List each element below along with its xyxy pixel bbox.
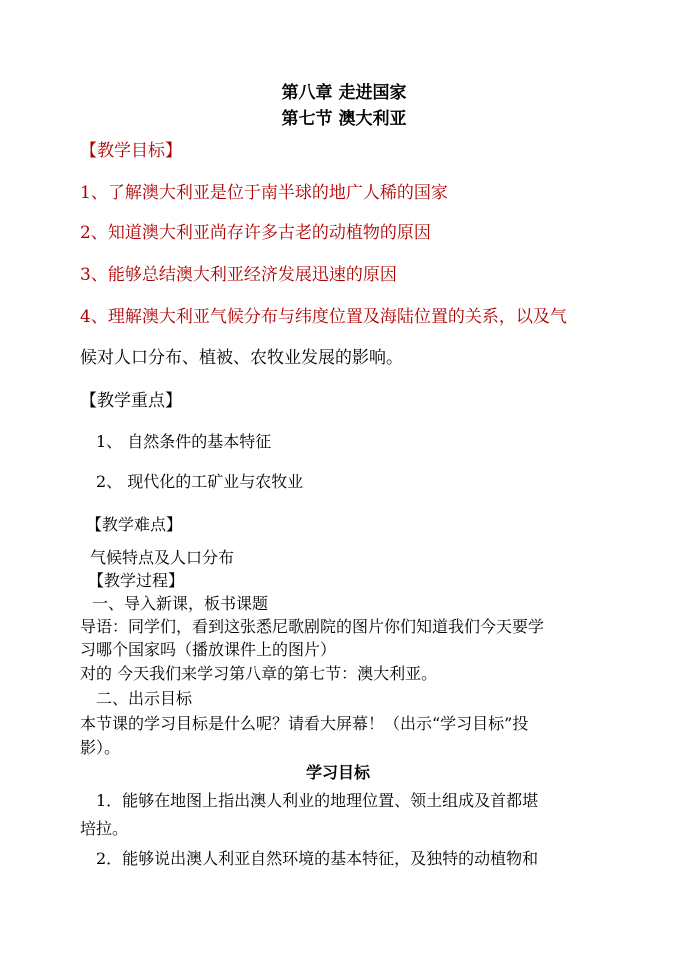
- key-point-item: 1、 自然条件的基本特征: [96, 432, 272, 451]
- objective-item-continued: 候对人口分布、植被、农牧业发展的影响。: [80, 348, 403, 368]
- intro-line: 习哪个国家吗（播放课件上的图片）: [80, 640, 337, 659]
- objective-item: 1、了解澳大利亚是位于南半球的地广人稀的国家: [80, 183, 448, 203]
- key-point-item: 2、 现代化的工矿业与农牧业: [96, 472, 304, 491]
- learning-goal-item: 2．能够说出澳人利亚自然环境的基本特征，及独特的动植物和: [96, 849, 539, 868]
- objective-item: 4、理解澳大利亚气候分布与纬度位置及海陆位置的关系，以及气: [80, 307, 567, 327]
- difficulties-text: 气候特点及人口分布: [90, 548, 235, 567]
- process-step-1: 一、导入新课，板书课题: [92, 594, 269, 613]
- learning-goal-item-continued: 培拉。: [80, 819, 129, 838]
- process-heading: 【教学过程】: [88, 571, 185, 590]
- learning-goals-heading: 学习目标: [306, 763, 371, 782]
- key-points-heading: 【教学重点】: [80, 391, 182, 411]
- chapter-title: 第八章 走进国家: [281, 83, 407, 103]
- section-title: 第七节 澳大利亚: [281, 109, 407, 129]
- objective-item: 3、能够总结澳大利亚经济发展迅速的原因: [80, 265, 397, 285]
- objectives-heading: 【教学目标】: [80, 141, 182, 161]
- learning-goal-item: 1．能够在地图上指出澳人利业的地理位置、领土组成及首都堪: [96, 791, 539, 810]
- difficulties-heading: 【教学难点】: [86, 515, 183, 534]
- goal-line: 影）。: [80, 738, 121, 757]
- intro-line: 导语：同学们，看到这张悉尼歌剧院的图片你们知道我们今天要学: [80, 617, 545, 636]
- process-step-2: 二、出示目标: [96, 689, 193, 708]
- goal-line: 本节课的学习目标是什么呢？请看大屏幕！（出示“学习目标”投: [80, 714, 529, 733]
- intro-line: 对的 今天我们来学习第八章的第七节：澳大利亚。: [80, 664, 438, 683]
- objective-item: 2、知道澳大利亚尚存许多古老的动植物的原因: [80, 223, 431, 243]
